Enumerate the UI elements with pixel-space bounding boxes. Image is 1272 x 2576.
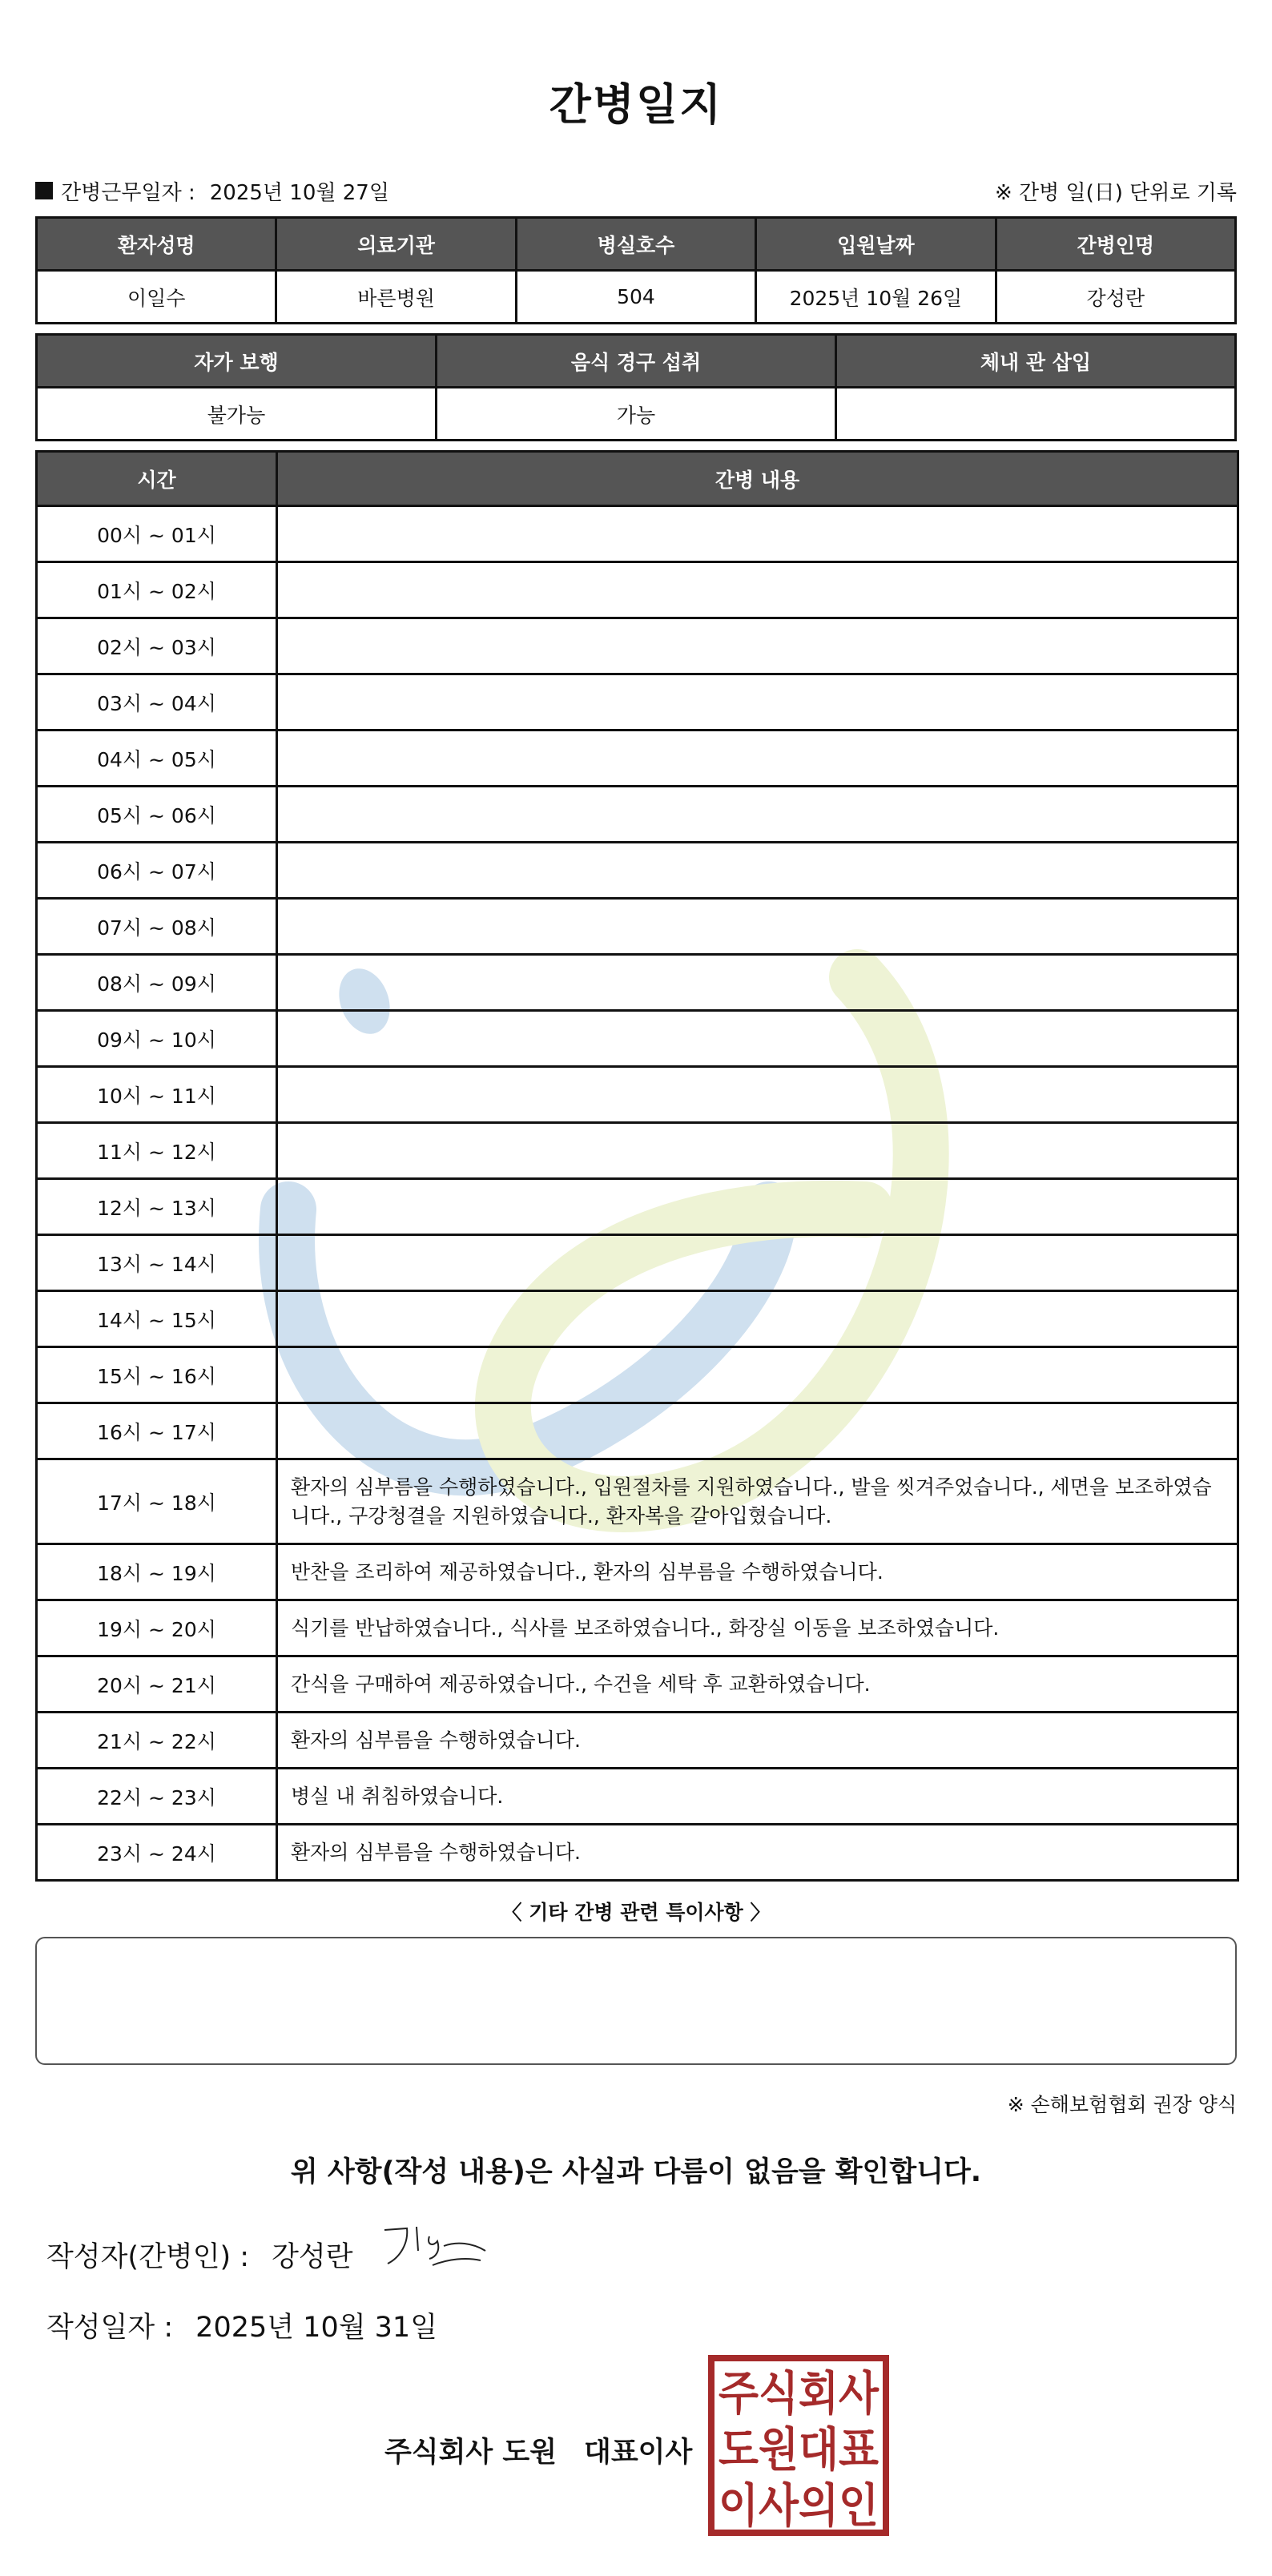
company-name: 주식회사 도원: [384, 2437, 558, 2469]
time-cell: 23시 ~ 24시: [37, 1825, 277, 1881]
time-cell: 07시 ~ 08시: [37, 899, 277, 955]
written-date-label: 작성일자 :: [46, 2312, 174, 2344]
table-row: [37, 1403, 1238, 1459]
table-row: [37, 1459, 1238, 1544]
confirmation-statement: 위 사항(작성 내용)은 사실과 다름이 없음을 확인합니다.: [290, 2156, 982, 2188]
table-row: [37, 1235, 1238, 1291]
writer-line: [46, 2235, 353, 2275]
caregiver-name: 강성란: [996, 271, 1235, 324]
svg-text:도원대표: 도원대표: [719, 2422, 879, 2477]
care-content-cell: [277, 1291, 1238, 1347]
time-cell: 08시 ~ 09시: [37, 955, 277, 1011]
form-source-note: ※ 손해보험협회 권장 양식: [1007, 2093, 1237, 2116]
care-content-cell: [277, 787, 1238, 843]
care-content-cell: 식기를 반납하였습니다., 식사를 보조하였습니다., 화장실 이동을 보조하였습니다.: [277, 1600, 1238, 1656]
time-cell: 21시 ~ 22시: [37, 1713, 277, 1769]
svg-text:주식회사: 주식회사: [719, 2366, 880, 2421]
time-cell: 18시 ~ 19시: [37, 1544, 277, 1600]
table-row: [37, 731, 1238, 787]
table-row: [37, 1825, 1238, 1881]
table-row: [37, 1123, 1238, 1179]
header-oral-intake: 음식 경구 섭취: [437, 335, 836, 388]
care-content-cell: 환자의 심부름을 수행하였습니다.: [277, 1713, 1238, 1769]
header-tube-insertion: 체내 관 삽입: [836, 335, 1236, 388]
care-content-cell: [277, 1403, 1238, 1459]
care-content-cell: [277, 562, 1238, 618]
time-cell: 01시 ~ 02시: [37, 562, 277, 618]
time-cell: 02시 ~ 03시: [37, 618, 277, 674]
table-row: [37, 1656, 1238, 1713]
oral-intake-value: 가능: [437, 388, 836, 441]
written-date-line: [46, 2305, 437, 2345]
work-date-label: 간병근무일자 :: [61, 180, 195, 205]
patient-name: 이일수: [37, 271, 276, 324]
written-date-value: 2025년 10월 31일: [195, 2312, 437, 2344]
care-content-cell: 반찬을 조리하여 제공하였습니다., 환자의 심부름을 수행하였습니다.: [277, 1544, 1238, 1600]
company-signature: [384, 2430, 692, 2470]
time-cell: 09시 ~ 10시: [37, 1011, 277, 1067]
care-content-cell: 환자의 심부름을 수행하였습니다.: [277, 1825, 1238, 1881]
table-row: [37, 787, 1238, 843]
table-row: [37, 506, 1238, 562]
work-date-value: 2025년 10월 27일: [209, 180, 389, 205]
table-row: [37, 899, 1238, 955]
header-self-walking: 자가 보행: [37, 335, 437, 388]
care-content-cell: [277, 674, 1238, 731]
time-cell: 16시 ~ 17시: [37, 1403, 277, 1459]
time-cell: 06시 ~ 07시: [37, 843, 277, 899]
time-cell: 10시 ~ 11시: [37, 1067, 277, 1123]
page-title: 간병일지: [549, 79, 723, 130]
time-cell: 15시 ~ 16시: [37, 1347, 277, 1403]
tube-insertion-value: [836, 388, 1236, 441]
time-cell: 17시 ~ 18시: [37, 1459, 277, 1544]
time-cell: 13시 ~ 14시: [37, 1235, 277, 1291]
header-care-content: 간병 내용: [277, 452, 1238, 506]
company-seal-icon: [708, 2355, 889, 2536]
care-content-cell: [277, 618, 1238, 674]
self-walking-value: 불가능: [37, 388, 437, 441]
care-content-cell: [277, 843, 1238, 899]
care-content-cell: [277, 506, 1238, 562]
care-content-cell: [277, 1179, 1238, 1235]
time-cell: 00시 ~ 01시: [37, 506, 277, 562]
patient-info-table: [35, 216, 1237, 324]
table-row: [37, 1179, 1238, 1235]
work-date: [35, 176, 389, 206]
room-number: 504: [516, 271, 755, 324]
care-content-cell: 병실 내 취침하였습니다.: [277, 1769, 1238, 1825]
care-content-cell: [277, 1011, 1238, 1067]
header-hospital: 의료기관: [276, 218, 516, 271]
table-row: [37, 562, 1238, 618]
care-content-cell: 환자의 심부름을 수행하였습니다., 입원절차를 지원하였습니다., 발을 씻겨주었습니다., 세면을 보조하였습니다., 구강청결을 지원하였습니다., 환자복을 갈아입혔습니다.: [277, 1459, 1238, 1544]
time-cell: 03시 ~ 04시: [37, 674, 277, 731]
header-time: 시간: [37, 452, 277, 506]
writer-name: 강성란: [272, 2241, 353, 2273]
table-row: [37, 1291, 1238, 1347]
table-row: [37, 1600, 1238, 1656]
care-content-cell: [277, 1067, 1238, 1123]
care-content-cell: [277, 1123, 1238, 1179]
square-bullet-icon: [35, 182, 53, 199]
table-row: [37, 1067, 1238, 1123]
time-cell: 12시 ~ 13시: [37, 1179, 277, 1235]
care-content-cell: [277, 1235, 1238, 1291]
time-cell: 04시 ~ 05시: [37, 731, 277, 787]
table-row: [37, 1347, 1238, 1403]
meta-row: [35, 176, 1237, 205]
table-row: [37, 1713, 1238, 1769]
svg-text:이사의인: 이사의인: [719, 2478, 879, 2533]
header-patient-name: 환자성명: [37, 218, 276, 271]
time-cell: 20시 ~ 21시: [37, 1656, 277, 1713]
care-content-cell: [277, 731, 1238, 787]
special-notes-box: [35, 1937, 1237, 2065]
patient-status-table: [35, 333, 1237, 441]
table-row: [37, 955, 1238, 1011]
table-row: [37, 843, 1238, 899]
care-content-cell: 간식을 구매하여 제공하였습니다., 수건을 세탁 후 교환하였습니다.: [277, 1656, 1238, 1713]
special-notes-title: 〈 기타 간병 관련 특이사항 〉: [501, 1901, 771, 1924]
care-content-cell: [277, 1347, 1238, 1403]
hospital-name: 바른병원: [276, 271, 516, 324]
time-cell: 19시 ~ 20시: [37, 1600, 277, 1656]
care-log-table: [35, 450, 1239, 1882]
table-row: [37, 1769, 1238, 1825]
admission-date: 2025년 10월 26일: [756, 271, 996, 324]
time-cell: 14시 ~ 15시: [37, 1291, 277, 1347]
time-cell: 11시 ~ 12시: [37, 1123, 277, 1179]
header-caregiver-name: 간병인명: [996, 218, 1235, 271]
handwritten-signature-icon: [376, 2219, 497, 2275]
table-row: [37, 674, 1238, 731]
header-admission-date: 입원날짜: [756, 218, 996, 271]
care-content-cell: [277, 899, 1238, 955]
table-row: [37, 1544, 1238, 1600]
time-cell: 22시 ~ 23시: [37, 1769, 277, 1825]
time-cell: 05시 ~ 06시: [37, 787, 277, 843]
header-room-number: 병실호수: [516, 218, 755, 271]
record-unit-note: ※ 간병 일(日) 단위로 기록: [994, 180, 1237, 205]
table-row: [37, 1011, 1238, 1067]
writer-label: 작성자(간병인) :: [46, 2241, 250, 2273]
company-title: 대표이사: [584, 2437, 693, 2469]
table-row: [37, 618, 1238, 674]
care-content-cell: [277, 955, 1238, 1011]
